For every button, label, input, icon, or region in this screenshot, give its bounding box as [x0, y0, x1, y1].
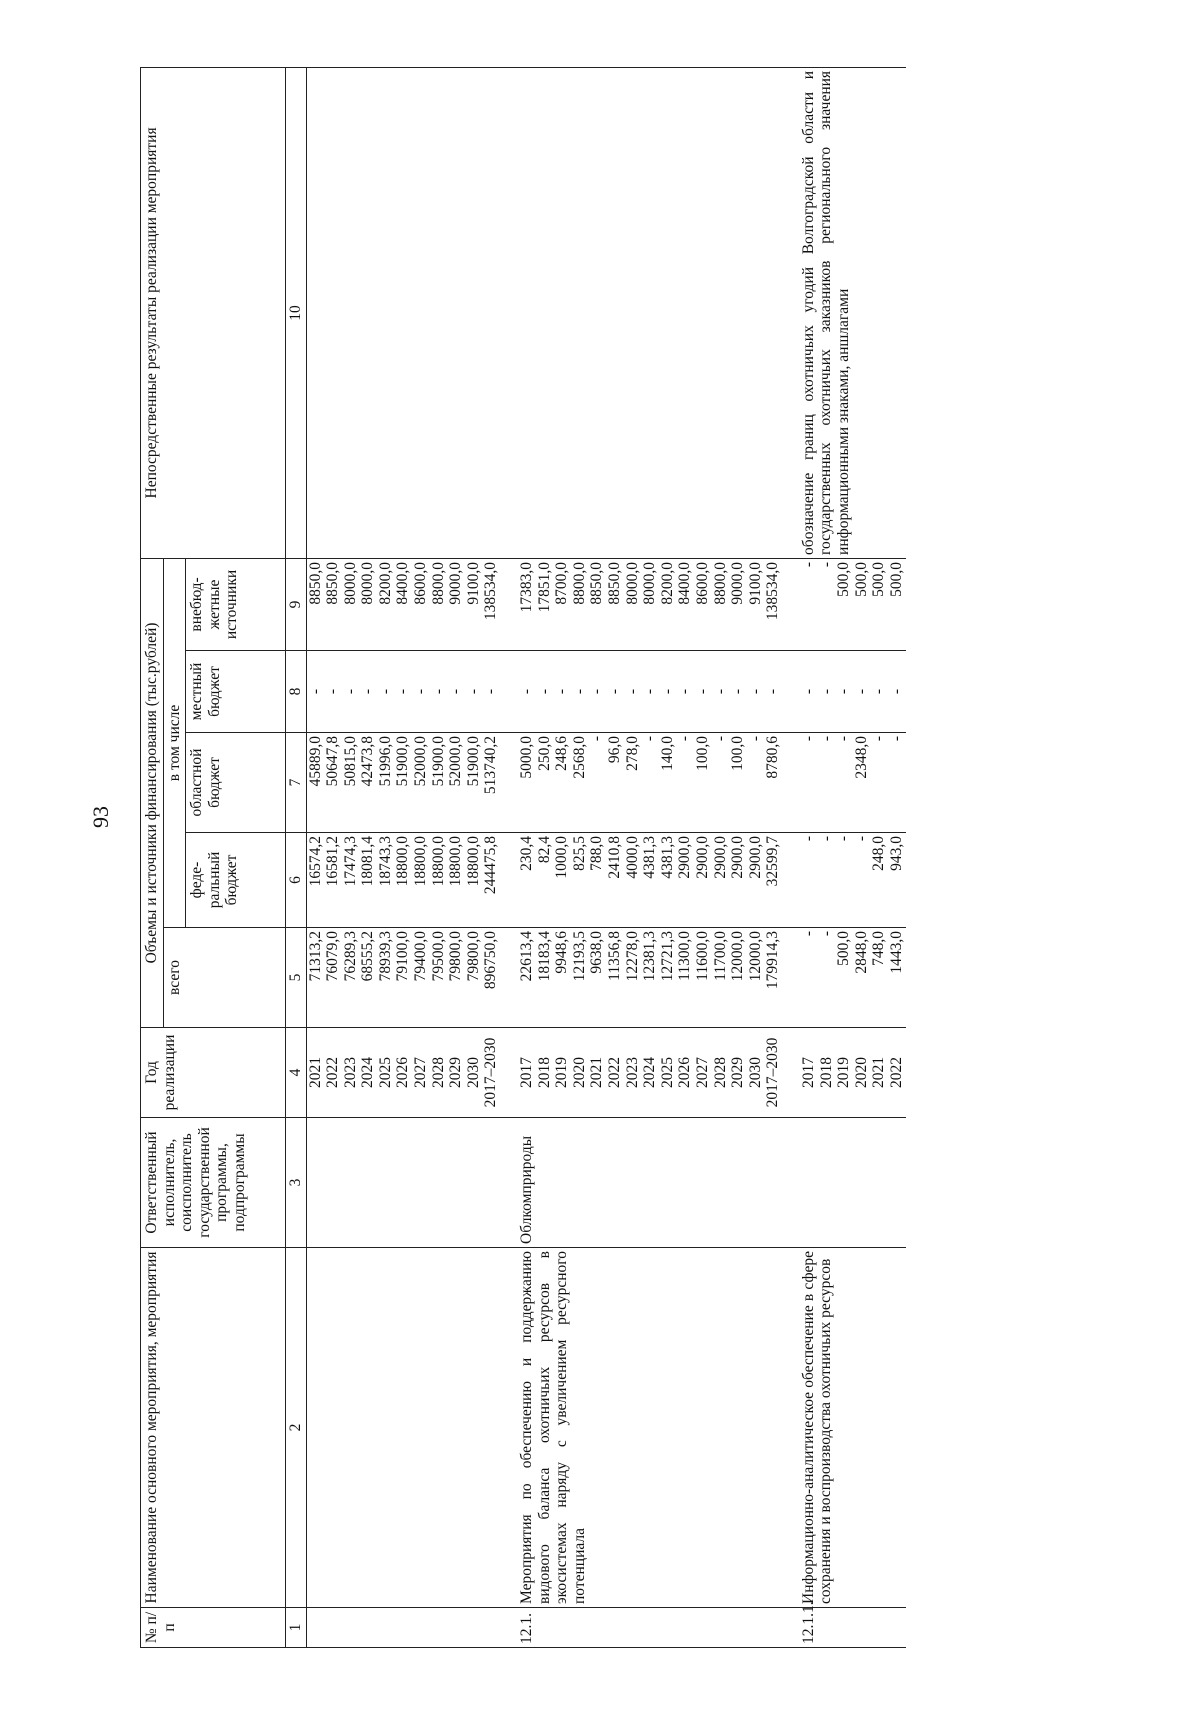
cell-value: 51996,0: [376, 736, 394, 787]
cell-value: 52000,0: [447, 736, 465, 787]
row-executor: [306, 1118, 500, 1248]
cell-value: 179914,3: [764, 931, 782, 990]
table-row: [800, 67, 906, 1647]
cell-value: 138534,0: [764, 561, 782, 621]
header-num: № п/п: [141, 1608, 286, 1648]
cell-value: 2410,8: [606, 836, 623, 879]
cell-value: 9100,0: [464, 561, 482, 605]
header-regional: областной бюджет: [186, 733, 286, 833]
cell-value: 76289,3: [341, 931, 359, 982]
row-years: [306, 1028, 500, 1118]
row-years: [800, 1028, 906, 1118]
cell-value: 1000,0: [553, 836, 571, 879]
cell-value: -: [341, 688, 359, 695]
row-total: [518, 928, 782, 1028]
cell-value: 500,0: [887, 561, 905, 597]
cell-value: 51900,0: [429, 736, 447, 787]
row-result: [518, 67, 782, 558]
cell-value: 2023: [623, 1057, 641, 1088]
cell-value: 9000,0: [729, 561, 747, 605]
page-number: 93: [88, 806, 113, 828]
colnum: 8: [286, 651, 307, 733]
cell-value: 2030: [464, 1057, 482, 1088]
cell-value: 2029: [729, 1057, 747, 1088]
cell-value: 9638,0: [588, 931, 606, 974]
cell-value: 100,0: [693, 736, 711, 771]
cell-value: 78939,3: [376, 931, 394, 982]
cell-value: 2022: [324, 1057, 342, 1088]
cell-value: 4381,3: [641, 836, 659, 879]
row-years: [518, 1028, 782, 1118]
cell-value: 18081,4: [359, 836, 377, 887]
cell-value: 8800,0: [570, 561, 588, 605]
cell-value: 500,0: [835, 561, 853, 597]
cell-value: 5000,0: [518, 736, 536, 779]
row-result: обозначение границ охотничьих угодий Волгоградской области и государственных охотничьих заказников регионального значения информационными знаками, аншлагами: [800, 67, 906, 558]
cell-value: -: [817, 561, 835, 568]
cell-value: 2027: [693, 1057, 711, 1088]
cell-value: 8800,0: [429, 561, 447, 605]
colnum: 10: [286, 67, 307, 558]
cell-value: 12000,0: [729, 931, 747, 982]
cell-value: 18800,0: [394, 836, 412, 887]
cell-value: -: [835, 836, 853, 842]
cell-value: 8850,0: [306, 561, 324, 605]
cell-value: -: [623, 688, 641, 695]
cell-value: 2020: [570, 1057, 588, 1088]
cell-value: 8600,0: [412, 561, 430, 605]
cell-value: 500,0: [852, 561, 870, 597]
cell-value: 2020: [852, 1057, 870, 1088]
colnum: 9: [286, 558, 307, 650]
row-num: 12.1.1.: [800, 1608, 906, 1648]
row-federal: [800, 833, 906, 928]
cell-value: -: [641, 688, 659, 695]
cell-value: 8850,0: [588, 561, 606, 605]
cell-value: 79800,0: [464, 931, 482, 982]
cell-value: -: [870, 736, 888, 742]
cell-value: 9000,0: [447, 561, 465, 605]
row-local: [518, 651, 782, 733]
cell-value: 71313,2: [306, 931, 324, 982]
cell-value: 513740,2: [482, 736, 500, 795]
row-result: [306, 67, 500, 558]
cell-value: 2019: [553, 1057, 571, 1088]
cell-value: 18183,4: [535, 931, 553, 982]
cell-value: -: [553, 688, 571, 695]
cell-value: 248,0: [870, 836, 888, 871]
colnum: 3: [286, 1118, 307, 1248]
cell-value: -: [306, 688, 324, 695]
column-numbers-row: [286, 67, 307, 1647]
cell-value: 52000,0: [412, 736, 430, 787]
cell-value: 2029: [447, 1057, 465, 1088]
cell-value: 11600,0: [693, 931, 711, 981]
cell-value: 9948,6: [553, 931, 571, 974]
colnum: 7: [286, 733, 307, 833]
cell-value: 8000,0: [341, 561, 359, 605]
header-total: всего: [163, 928, 286, 1028]
cell-value: -: [394, 688, 412, 695]
cell-value: -: [412, 688, 430, 695]
cell-value: 17474,3: [341, 836, 359, 887]
cell-value: 79100,0: [394, 931, 412, 982]
rotated-content: [88, 48, 1080, 1648]
cell-value: 825,5: [570, 836, 588, 871]
row-regional: [800, 733, 906, 833]
cell-value: 278,0: [623, 736, 641, 771]
row-total: [306, 928, 500, 1028]
cell-value: 50815,0: [341, 736, 359, 787]
cell-value: 22613,4: [518, 931, 536, 982]
cell-value: -: [658, 688, 676, 695]
row-total: [800, 928, 906, 1028]
cell-value: 1443,0: [887, 931, 905, 974]
cell-value: 2900,0: [711, 836, 729, 879]
cell-value: 2019: [835, 1057, 853, 1088]
cell-value: 45889,0: [306, 736, 324, 787]
colnum: 4: [286, 1028, 307, 1118]
cell-value: -: [324, 688, 342, 695]
row-extra: [800, 558, 906, 650]
cell-value: -: [693, 688, 711, 695]
row-local: [306, 651, 500, 733]
header-federal: феде-ральный бюджет: [186, 833, 286, 928]
cell-value: -: [835, 688, 853, 695]
cell-value: 96,0: [606, 736, 623, 764]
cell-value: 4000,0: [623, 836, 641, 879]
cell-value: 8200,0: [376, 561, 394, 605]
cell-value: 79400,0: [412, 931, 430, 982]
cell-value: 138534,0: [482, 561, 500, 621]
header-funding: Объемы и источники финансирования (тыс.рублей): [141, 558, 164, 1027]
cell-value: -: [729, 688, 747, 695]
cell-value: 2022: [887, 1057, 905, 1088]
cell-value: 17851,0: [535, 561, 553, 613]
cell-value: 79500,0: [429, 931, 447, 982]
colnum: 1: [286, 1608, 307, 1648]
cell-value: 76079,0: [324, 931, 342, 982]
cell-value: 2026: [394, 1057, 412, 1088]
cell-value: 248,6: [553, 736, 571, 771]
cell-value: 100,0: [729, 736, 747, 771]
cell-value: -: [711, 688, 729, 695]
cell-value: 8700,0: [553, 561, 571, 605]
cell-value: 2026: [676, 1057, 694, 1088]
row-executor: Облкомприроды: [518, 1118, 782, 1248]
cell-value: 140,0: [658, 736, 676, 771]
cell-value: 943,0: [887, 836, 905, 871]
cell-value: 8000,0: [641, 561, 659, 605]
cell-value: 250,0: [535, 736, 553, 771]
cell-value: 2348,0: [852, 736, 870, 779]
cell-value: -: [482, 688, 500, 695]
cell-value: 2023: [341, 1057, 359, 1088]
cell-value: 2018: [535, 1057, 553, 1088]
cell-value: 68555,2: [359, 931, 377, 982]
cell-value: 12381,3: [641, 931, 659, 982]
cell-value: 12193,5: [570, 931, 588, 982]
colnum: 2: [286, 1248, 307, 1608]
cell-value: 2017: [518, 1057, 536, 1088]
cell-value: 2021: [588, 1057, 606, 1088]
cell-value: 8200,0: [658, 561, 676, 605]
row-local: [800, 651, 906, 733]
cell-value: -: [676, 736, 694, 742]
cell-value: 2900,0: [746, 836, 764, 879]
row-num: [306, 1608, 500, 1648]
cell-value: 2900,0: [676, 836, 694, 879]
cell-value: -: [429, 688, 447, 695]
cell-value: -: [447, 688, 465, 695]
cell-value: 8850,0: [606, 561, 623, 605]
cell-value: 11700,0: [711, 931, 729, 981]
cell-value: 8600,0: [693, 561, 711, 605]
cell-value: 18800,0: [429, 836, 447, 887]
cell-value: 16581,2: [324, 836, 342, 887]
cell-value: 8000,0: [623, 561, 641, 605]
header-including: в том числе: [163, 558, 186, 927]
cell-value: 11356,8: [606, 931, 623, 981]
header-executor: Ответственный исполнитель, соисполнитель государственной программы, подпрограммы: [141, 1118, 286, 1248]
cell-value: 230,4: [518, 836, 536, 871]
row-extra: [518, 558, 782, 650]
row-regional: [518, 733, 782, 833]
cell-value: 2028: [711, 1057, 729, 1088]
header-year: Год реализации: [141, 1028, 286, 1118]
cell-value: 8780,6: [764, 736, 782, 779]
cell-value: 12000,0: [746, 931, 764, 982]
row-federal: [518, 833, 782, 928]
cell-value: 51900,0: [464, 736, 482, 787]
header-results: Непосредственные результаты реализации мероприятия: [141, 67, 286, 558]
cell-value: -: [535, 688, 553, 695]
cell-value: 2017: [799, 1057, 817, 1088]
cell-value: 50647,8: [324, 736, 342, 787]
cell-value: 788,0: [588, 836, 606, 871]
table-row: [306, 67, 500, 1647]
cell-value: -: [746, 736, 764, 742]
cell-value: 500,0: [870, 561, 888, 597]
cell-value: -: [817, 931, 835, 937]
cell-value: 11300,0: [676, 931, 694, 981]
header-name: Наименование основного мероприятия, мероприятия: [141, 1248, 286, 1608]
cell-value: -: [852, 688, 870, 695]
cell-value: 244475,8: [482, 836, 500, 895]
row-name: Информационно-аналитическое обеспечение в сфере сохранения и воспроизводства охотничьих ресурсов: [800, 1248, 906, 1608]
row-extra: [306, 558, 500, 650]
cell-value: -: [799, 688, 817, 695]
cell-value: 9100,0: [746, 561, 764, 605]
cell-value: 748,0: [870, 931, 888, 966]
cell-value: -: [676, 688, 694, 695]
cell-value: -: [817, 736, 835, 742]
cell-value: -: [641, 736, 659, 742]
table-row: [518, 67, 782, 1647]
cell-value: 18800,0: [412, 836, 430, 887]
cell-value: -: [746, 688, 764, 695]
cell-value: 2017–2030: [482, 1037, 500, 1108]
cell-value: 2848,0: [852, 931, 870, 974]
row-executor: [800, 1118, 906, 1248]
cell-value: 2027: [412, 1057, 430, 1088]
cell-value: 42473,8: [359, 736, 377, 787]
colnum: 6: [286, 833, 307, 928]
cell-value: 2028: [429, 1057, 447, 1088]
cell-value: 500,0: [835, 931, 853, 966]
cell-value: -: [588, 736, 606, 742]
cell-value: -: [799, 836, 817, 842]
cell-value: 18743,3: [376, 836, 394, 887]
header-extra: внебюд-жетные источники: [186, 558, 286, 650]
cell-value: 8400,0: [676, 561, 694, 605]
cell-value: 2900,0: [693, 836, 711, 879]
cell-value: -: [359, 688, 377, 695]
cell-value: 12721,3: [658, 931, 676, 982]
cell-value: 4381,3: [658, 836, 676, 879]
cell-value: 16574,2: [306, 836, 324, 887]
cell-value: 32599,7: [764, 836, 782, 887]
cell-value: -: [887, 688, 905, 695]
cell-value: 17383,0: [518, 561, 536, 613]
cell-value: -: [887, 736, 905, 742]
cell-value: 12278,0: [623, 931, 641, 982]
cell-value: -: [799, 561, 817, 568]
cell-value: 2021: [870, 1057, 888, 1088]
cell-value: -: [376, 688, 394, 695]
cell-value: 8000,0: [359, 561, 377, 605]
colnum: 5: [286, 928, 307, 1028]
cell-value: -: [852, 836, 870, 842]
cell-value: 18800,0: [447, 836, 465, 887]
row-federal: [306, 833, 500, 928]
cell-value: -: [588, 688, 606, 695]
cell-value: -: [799, 736, 817, 742]
cell-value: -: [835, 736, 853, 742]
cell-value: -: [518, 688, 536, 695]
cell-value: 2024: [641, 1057, 659, 1088]
cell-value: -: [817, 688, 835, 695]
cell-value: 2017–2030: [764, 1037, 782, 1108]
cell-value: 8400,0: [394, 561, 412, 605]
cell-value: 18800,0: [464, 836, 482, 887]
cell-value: 2021: [306, 1057, 324, 1088]
cell-value: -: [464, 688, 482, 695]
cell-value: -: [817, 836, 835, 842]
row-regional: [306, 733, 500, 833]
cell-value: -: [711, 736, 729, 742]
cell-value: -: [606, 688, 623, 695]
cell-value: 2022: [606, 1057, 623, 1088]
cell-value: -: [764, 688, 782, 695]
cell-value: 51900,0: [394, 736, 412, 787]
row-name: [306, 1248, 500, 1608]
cell-value: -: [870, 688, 888, 695]
header-local: местный бюджет: [186, 651, 286, 733]
row-num: 12.1.: [518, 1608, 782, 1648]
cell-value: 2900,0: [729, 836, 747, 879]
cell-value: 82,4: [535, 836, 553, 864]
cell-value: 896750,0: [482, 931, 500, 990]
cell-value: 2025: [658, 1057, 676, 1088]
funding-table: [140, 67, 906, 1648]
cell-value: 8850,0: [324, 561, 342, 605]
cell-value: 2024: [359, 1057, 377, 1088]
row-name: Мероприятия по обеспечению и поддержанию видового баланса охотничьих ресурсов в экосистемах наряду с увеличением ресурсного потенциала: [518, 1248, 782, 1608]
cell-value: 2030: [746, 1057, 764, 1088]
cell-value: 2025: [376, 1057, 394, 1088]
cell-value: 2568,0: [570, 736, 588, 779]
cell-value: 2018: [817, 1057, 835, 1088]
cell-value: -: [799, 931, 817, 937]
cell-value: 79800,0: [447, 931, 465, 982]
cell-value: -: [570, 688, 588, 695]
cell-value: 8800,0: [711, 561, 729, 605]
